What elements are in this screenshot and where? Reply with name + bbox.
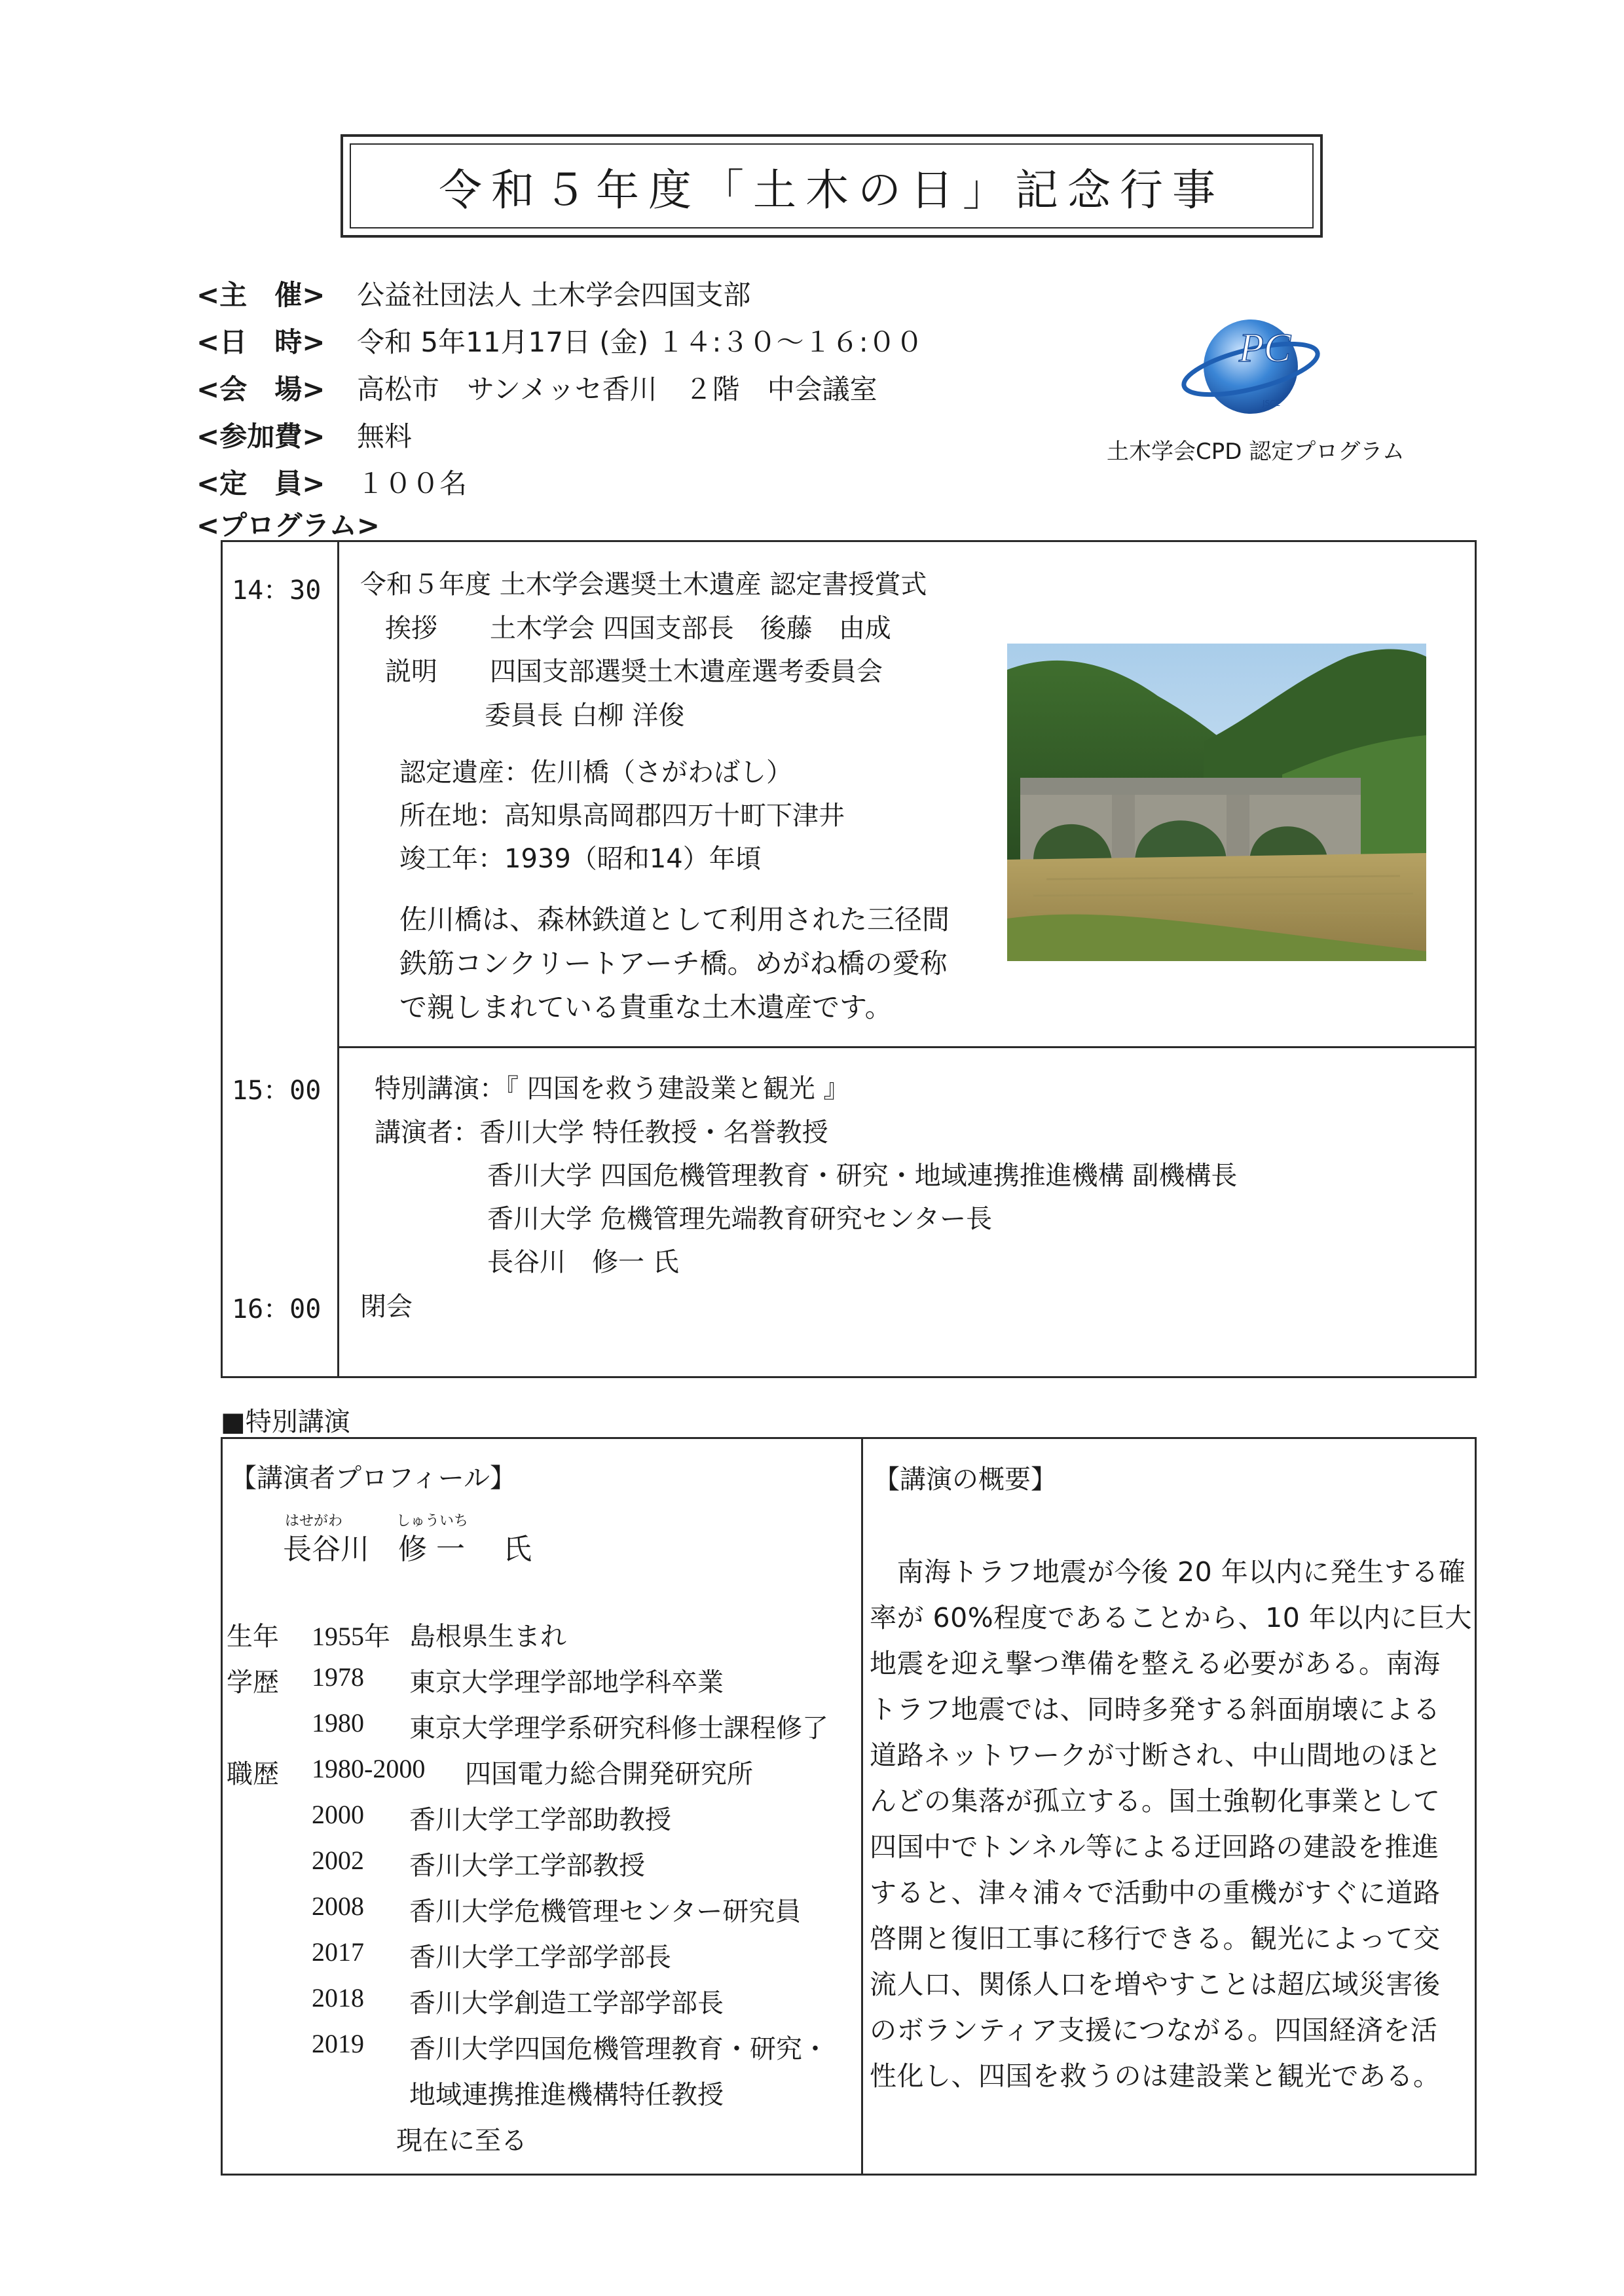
- program-divider-horizontal: [337, 1046, 1475, 1048]
- cpd-caption: 土木学会CPD 認定プログラム: [1107, 439, 1405, 465]
- special-lecture-heading: ■特別講演: [221, 1407, 350, 1437]
- lecturer-affiliation-line: 香川大学 危機管理先端教育研究センター長: [487, 1204, 993, 1234]
- career-text: 香川大学工学部教授: [409, 1851, 645, 1881]
- summary-line: 地震を迎え撃つ準備を整える必要がある。南海: [870, 1648, 1441, 1679]
- summary-line: トラフ地震では、同時多発する斜面崩壊による: [870, 1694, 1441, 1725]
- career-year: 2017: [312, 1937, 364, 1967]
- info-value: 令和 5年11月17日 (金) １４:３０～１６:００: [357, 326, 923, 358]
- career-text: 東京大学理学部地学科卒業: [409, 1667, 724, 1698]
- time-1600: 16：00: [232, 1294, 322, 1324]
- title-box: [341, 134, 1323, 238]
- heritage-description-line: で親しまれている貴重な土木遺産です。: [399, 991, 893, 1023]
- lecturer-line: 講演者：香川大学 特任教授・名誉教授: [375, 1118, 828, 1148]
- lecturer-name: 長谷川 修一 氏: [487, 1247, 679, 1277]
- info-label: <会 場>: [196, 373, 325, 405]
- career-text: 香川大学危機管理センター研究員: [409, 1897, 802, 1927]
- summary-line: 啓開と復旧工事に移行できる。観光によって交: [870, 1923, 1441, 1954]
- closing-label: 閉会: [360, 1292, 413, 1322]
- info-value: １００名: [357, 467, 468, 500]
- summary-line: 率が 60%程度であることから、10 年以内に巨大: [870, 1602, 1472, 1633]
- info-label: <定 員>: [196, 467, 325, 500]
- committee-chair-line: 委員長 白柳 洋俊: [485, 701, 685, 731]
- ceremony-title: 令和５年度 土木学会選奨土木遺産 認定書授賞式: [360, 570, 927, 600]
- career-year: 2000: [312, 1800, 364, 1829]
- summary-column: [863, 1439, 1475, 2174]
- career-text: 香川大学工学部助教授: [409, 1805, 671, 1835]
- summary-line: 南海トラフ地震が今後 20 年以内に発生する確: [870, 1556, 1466, 1588]
- summary-line: んどの集落が孤立する。国土強靭化事業として: [870, 1785, 1441, 1817]
- career-text: 四国電力総合開発研究所: [465, 1759, 753, 1789]
- profile-heading: 【講演者プロフィール】: [231, 1463, 516, 1493]
- info-value: 高松市 サンメッセ香川 ２階 中会議室: [357, 373, 877, 405]
- name-ruby-given: しゅういち: [396, 1513, 469, 1529]
- explanation-line: 説明 四国支部選奨土木遺産選考委員会: [385, 657, 883, 687]
- summary-heading: 【講演の概要】: [874, 1465, 1057, 1495]
- time-1430: 14：30: [232, 575, 322, 606]
- greeting-line: 挨拶 土木学会 四国支部長 後藤 由成: [385, 613, 891, 644]
- summary-line: 流人口、関係人口を増やすことは超広域災害後: [870, 1969, 1441, 2000]
- career-text: 東京大学理学系研究科修士課程修了: [409, 1713, 828, 1743]
- time-1500: 15：00: [232, 1076, 322, 1106]
- info-row-organizer: [196, 274, 750, 313]
- career-year: 2002: [312, 1846, 364, 1875]
- cpd-logo-small-text: JSCE: [1263, 399, 1281, 408]
- heritage-description-line: 鉄筋コンクリートアーチ橋。めがね橋の愛称: [399, 947, 948, 979]
- bridge-photo: [1007, 644, 1426, 961]
- career-text: 香川大学創造工学部学部長: [409, 1988, 724, 2018]
- career-year: 2019: [312, 2029, 364, 2058]
- page-title: 令和５年度「土木の日」記念行事: [350, 143, 1314, 228]
- career-text: 香川大学四国危機管理教育・研究・: [409, 2034, 828, 2064]
- program-heading: <プログラム>: [196, 509, 380, 541]
- born-place: 島根県生まれ: [409, 1622, 566, 1652]
- summary-line: すると、津々浦々で活動中の重機がすぐに道路: [870, 1877, 1441, 1908]
- info-row-fee: [196, 415, 412, 454]
- info-label: <日 時>: [196, 326, 325, 358]
- heritage-location: 所在地：高知県高岡郡四万十町下津井: [399, 801, 845, 831]
- heritage-description-line: 佐川橋は、森林鉄道として利用された三径間: [399, 903, 950, 936]
- career-text: 地域連携推進機構特任教授: [409, 2080, 724, 2110]
- info-label: <参加費>: [196, 420, 325, 452]
- career-category: 学歴: [227, 1667, 279, 1698]
- speaker-name: 長谷川 修 一 氏: [283, 1533, 532, 1566]
- present-label: 現在に至る: [396, 2126, 527, 2156]
- name-ruby-family: はせがわ: [285, 1513, 343, 1529]
- info-value: 無料: [357, 420, 413, 452]
- born-label: 生年: [227, 1622, 279, 1652]
- cpd-logo-icon: [1179, 308, 1323, 426]
- career-category: 職歴: [227, 1759, 279, 1789]
- program-divider-vertical: [337, 542, 339, 1376]
- lecturer-affiliation-line: 香川大学 四国危機管理教育・研究・地域連携推進機構 副機構長: [487, 1161, 1238, 1191]
- heritage-name: 認定遺産：佐川橋（さがわばし）: [399, 757, 792, 788]
- summary-line: 性化し、四国を救うのは建設業と観光である。: [870, 2060, 1441, 2092]
- cpd-logo-letter-p: PC: [1239, 326, 1291, 371]
- career-year: 1978: [312, 1662, 364, 1692]
- career-year: 1980: [312, 1708, 364, 1738]
- summary-line: 四国中でトンネル等による迂回路の建設を推進: [870, 1831, 1439, 1863]
- special-lecture-title: 特別講演：『 四国を救う建設業と観光 』: [375, 1074, 850, 1104]
- born-year: 1955年: [312, 1622, 390, 1651]
- info-row-venue: [196, 368, 877, 407]
- summary-line: のボランティア支援につながる。四国経済を活: [870, 2014, 1438, 2046]
- career-text: 香川大学工学部学部長: [409, 1942, 671, 1973]
- heritage-completion: 竣工年：1939（昭和14）年頃: [399, 844, 762, 874]
- career-year: 1980-2000: [312, 1754, 426, 1783]
- info-value: 公益社団法人 土木学会四国支部: [357, 279, 751, 311]
- summary-line: 道路ネットワークが寸断され、中山間地のほと: [870, 1740, 1442, 1771]
- info-row-capacity: [196, 462, 467, 501]
- info-label: <主 催>: [196, 279, 325, 311]
- lecture-table: [221, 1437, 1477, 2176]
- career-year: 2008: [312, 1891, 364, 1921]
- program-table: [221, 540, 1477, 1378]
- career-year: 2018: [312, 1983, 364, 2013]
- info-row-datetime: [196, 321, 923, 360]
